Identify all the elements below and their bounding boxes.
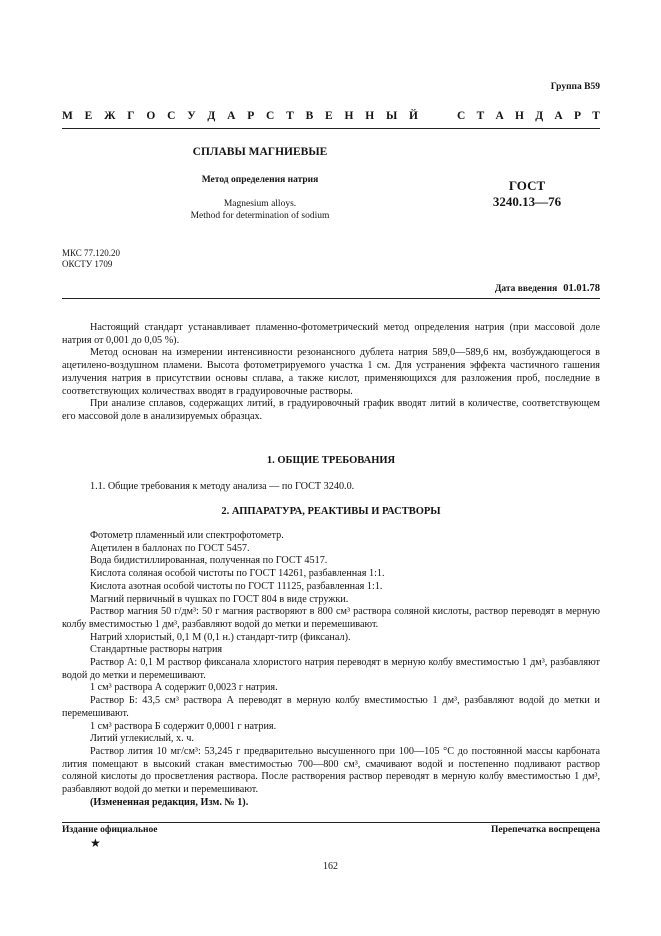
english-title-line: Method for determination of sodium bbox=[190, 211, 330, 221]
letter: У bbox=[187, 110, 196, 122]
letter: Е bbox=[325, 110, 333, 122]
letter: Ы bbox=[385, 110, 398, 122]
star-icon: ★ bbox=[90, 836, 101, 850]
letter: Н bbox=[344, 110, 354, 122]
paragraph: Раствор Б: 43,5 см³ раствора А переводят в мерную колбу вместимостью 1 дм³, разбавляют водой до метки и перемешивают. bbox=[62, 695, 600, 719]
letter: Т bbox=[592, 110, 600, 122]
letter: М bbox=[62, 110, 73, 122]
official-edition-label: Издание официальное bbox=[62, 825, 158, 835]
section-heading: 1. ОБЩИЕ ТРЕБОВАНИЯ bbox=[266, 455, 396, 466]
letter: Т bbox=[476, 110, 485, 122]
paragraph: Раствор лития 10 мг/см³: 53,245 г предварительно высушенного при 100—105 °С до постоянной массы карбоната лития помещают в высокий стакан вместимостью 700—800 см³, смачивают водой и постепенно подливают раствор соляной кислоты до просветления раствора. После растворения раствор переводят в мерную колбу вместимостью 1 дм³, разбавляют водой до метки и перемешивают. bbox=[62, 745, 600, 796]
paragraph: Раствор магния 50 г/дм³: 50 г магния растворяют в 800 см³ раствора соляной кислоты, раствор переводят в мерную колбу вместимостью 1 дм³, разбавляют водой до метки и перемешивают. bbox=[62, 606, 600, 630]
reagent-item: 1 см³ раствора Б содержит 0,0001 г натрия. bbox=[90, 720, 277, 732]
reagent-item: Литий углекислый, х. ч. bbox=[90, 733, 194, 745]
oksty-code: ОКСТУ 1709 bbox=[62, 259, 113, 269]
letter: О bbox=[146, 110, 156, 122]
english-title bbox=[150, 198, 370, 222]
group-label: Группа В59 bbox=[550, 82, 600, 92]
document-title: СПЛАВЫ МАГНИЕВЫЕ bbox=[192, 146, 328, 158]
letter: А bbox=[495, 110, 504, 122]
section-2-body bbox=[62, 530, 600, 809]
letter: Д bbox=[207, 110, 216, 122]
letter: Н bbox=[515, 110, 524, 122]
reagent-item: 1 см³ раствора А содержит 0,0023 г натрия. bbox=[90, 682, 278, 694]
date-label: Дата введения bbox=[494, 284, 558, 294]
introduction bbox=[62, 322, 600, 424]
reagent-item: Ацетилен в баллонах по ГОСТ 5457. bbox=[90, 542, 250, 554]
page-number: 162 bbox=[323, 861, 338, 872]
amendment-note: (Измененная редакция, Изм. № 1). bbox=[90, 796, 249, 808]
gost-code: 3240.13—76 bbox=[492, 194, 562, 209]
effective-date bbox=[495, 283, 600, 294]
header-rule bbox=[62, 128, 600, 129]
letter: С bbox=[457, 110, 466, 122]
paragraph: При анализе сплавов, содержащих литий, в градуировочный график вводят литий в количестве, соответствующем его массовой доле в анализируемых образцах. bbox=[62, 398, 600, 422]
paragraph: 1.1. Общие требования к методу анализа — по ГОСТ 3240.0. bbox=[90, 481, 355, 492]
reagent-item: Вода бидистиллированная, полученная по ГОСТ 4517. bbox=[90, 555, 328, 567]
gost-label: ГОСТ bbox=[508, 178, 546, 193]
letter: С bbox=[167, 110, 176, 122]
letter: Р bbox=[573, 110, 582, 122]
letter: А bbox=[227, 110, 236, 122]
reagent-item: Кислота азотная особой чистоты по ГОСТ 11125, разбавленная 1:1. bbox=[90, 580, 383, 592]
gost-number bbox=[472, 178, 582, 210]
interstate-word bbox=[62, 110, 418, 122]
reagent-item: Натрий хлористый, 0,1 М (0,1 н.) стандарт-титр (фиксанал). bbox=[90, 631, 351, 643]
letter: Ж bbox=[104, 110, 116, 122]
date-rule bbox=[62, 298, 600, 299]
footer-rule bbox=[62, 822, 600, 823]
letter: Г bbox=[127, 110, 135, 122]
letter: Д bbox=[535, 110, 544, 122]
date-value: 01.01.78 bbox=[563, 283, 600, 294]
letter: Р bbox=[247, 110, 255, 122]
reagent-item: Фотометр пламенный или спектрофотометр. bbox=[90, 530, 284, 541]
letter: Е bbox=[84, 110, 93, 122]
reagent-item: Кислота соляная особой чистоты по ГОСТ 14261, разбавленная 1:1. bbox=[90, 568, 385, 580]
letter: Н bbox=[365, 110, 375, 122]
letter: Т bbox=[286, 110, 294, 122]
document-subtitle: Метод определения натрия bbox=[201, 175, 319, 185]
mks-code: МКС 77.120.20 bbox=[62, 248, 121, 258]
paragraph: Настоящий стандарт устанавливает пламенно-фотометрический метод определения натрия (при массовой доле натрия от 0,001 до 0,05 %). bbox=[62, 322, 600, 346]
interstate-standard-heading bbox=[62, 110, 600, 122]
section-heading: 2. АППАРАТУРА, РЕАКТИВЫ И РАСТВОРЫ bbox=[221, 506, 441, 517]
letter: С bbox=[266, 110, 275, 122]
letter: А bbox=[554, 110, 563, 122]
letter: Й bbox=[409, 110, 418, 122]
english-title-line: Magnesium alloys. bbox=[223, 199, 297, 209]
reagent-item: Магний первичный в чушках по ГОСТ 804 в виде стружки. bbox=[90, 593, 349, 605]
reagent-item: Стандартные растворы натрия bbox=[90, 644, 223, 656]
section-1-body bbox=[62, 481, 600, 494]
paragraph: Раствор А: 0,1 М раствор фиксанала хлористого натрия переводят в мерную колбу вместимостью 1 дм³, разбавляют водой до метки и перемешивают. bbox=[62, 657, 600, 681]
classification-codes bbox=[62, 248, 120, 270]
letter: В bbox=[305, 110, 314, 122]
reprint-prohibited-label: Перепечатка воспрещена bbox=[490, 825, 600, 835]
standard-word bbox=[457, 110, 600, 122]
paragraph: Метод основан на измерении интенсивности резонансного дублета натрия 589,0—589,6 нм, возбуждающегося в ацетилено-воздушном пламени. Высота фотометрируемого участка 1 см. Для устранения эффекта частичного гашения излучения натрия в присутствии основы сплава, а также кислот, применяющихся для разложения проб, последние в соответствующих количествах вводят в градуировочные растворы. bbox=[62, 347, 600, 397]
